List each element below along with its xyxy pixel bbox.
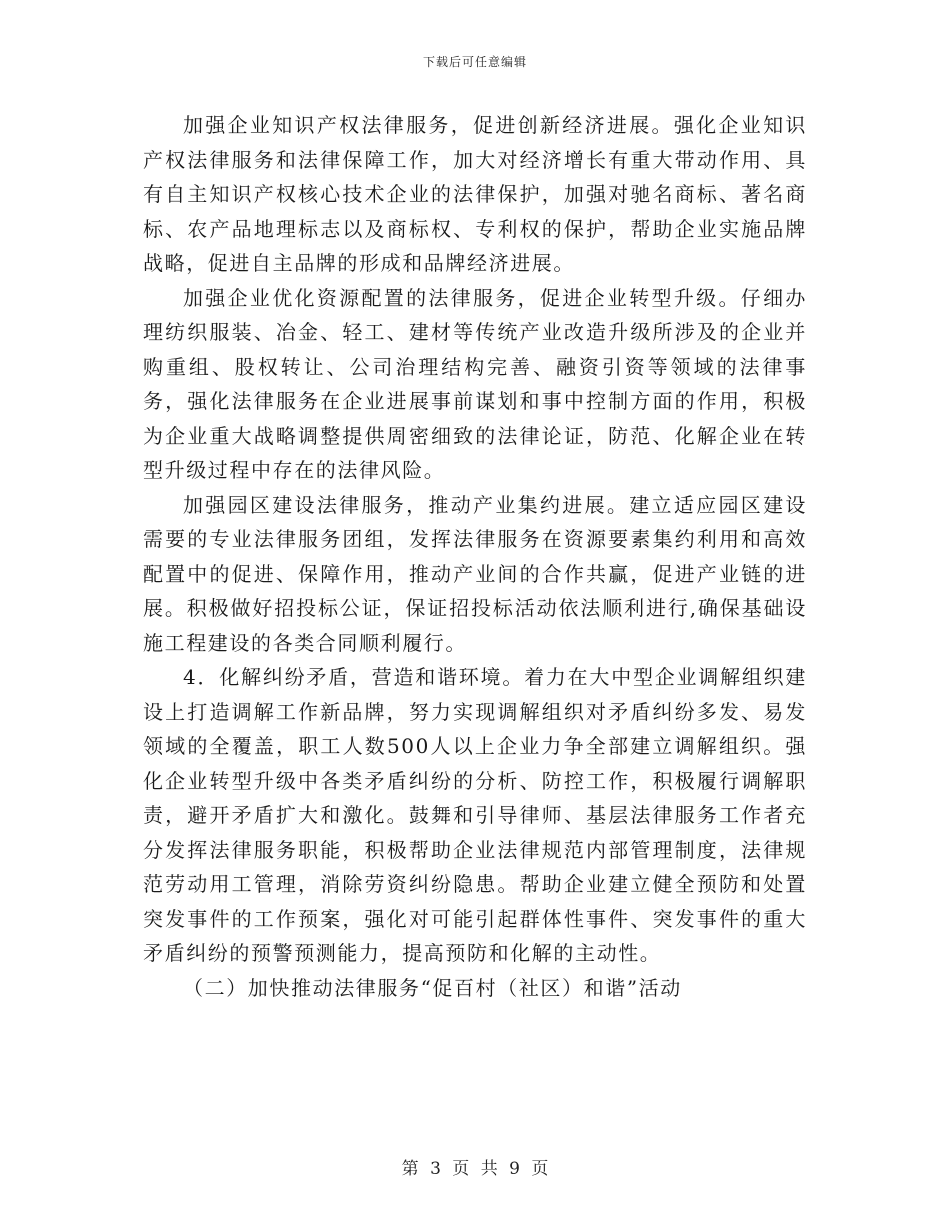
paragraph-resource-allocation: 加强企业优化资源配置的法律服务，促进企业转型升级。仔细办理纺织服装、冶金、轻工、建材等传统产业改造升级所涉及的企业并购重组、股权转让、公司治理结构完善、融资引资等领域的法律事务，强化法律服务在企业进展事前谋划和事中控制方面的作用，积极为企业重大战略调整提供周密细致的法律论证，防范、化解企业在转型升级过程中存在的法律风险。 (143, 285, 807, 482)
paragraph-dispute-resolution: 4．化解纠纷矛盾，营造和谐环境。着力在大中型企业调解组织建设上打造调解工作新品牌，努力实现调解组织对矛盾纠纷多发、易发领域的全覆盖，职工人数500人以上企业力争全部建立调解组织。强化企业转型升级中各类矛盾纠纷的分析、防控工作，积极履行调解职责，避开矛盾扩大和激化。鼓舞和引导律师、基层法律服务工作者充分发挥法律服务职能，积极帮助企业法律规范内部管理制度，法律规范劳动用工管理，消除劳资纠纷隐患。帮助企业建立健全预防和处置突发事件的工作预案，强化对可能引起群体性事件、突发事件的重大矛盾纠纷的预警预测能力，提高预防和化解的主动性。 (143, 665, 807, 965)
document-body (143, 108, 807, 1005)
page-header-note: 下载后可任意编辑 (422, 55, 527, 69)
section-heading-village-harmony: （二）加快推动法律服务“促百村（社区）和谐”活动 (183, 975, 682, 1000)
paragraph-park-construction: 加强园区建设法律服务，推动产业集约进展。建立适应园区建设需要的专业法律服务团组，发挥法律服务在资源要素集约利用和高效配置中的促进、保障作用，推动产业间的合作共赢，促进产业链的进展。积极做好招投标公证，保证招投标活动依法顺利进行,确保基础设施工程建设的各类合同顺利履行。 (143, 492, 807, 655)
paragraph-ip-legal-services: 加强企业知识产权法律服务，促进创新经济进展。强化企业知识产权法律服务和法律保障工作，加大对经济增长有重大带动作用、具有自主知识产权核心技术企业的法律保护，加强对驰名商标、著名商标、农产品地理标志以及商标权、专利权的保护，帮助企业实施品牌战略，促进自主品牌的形成和品牌经济进展。 (143, 113, 807, 275)
page-number-footer: 第 3 页 共 9 页 (401, 1159, 549, 1179)
